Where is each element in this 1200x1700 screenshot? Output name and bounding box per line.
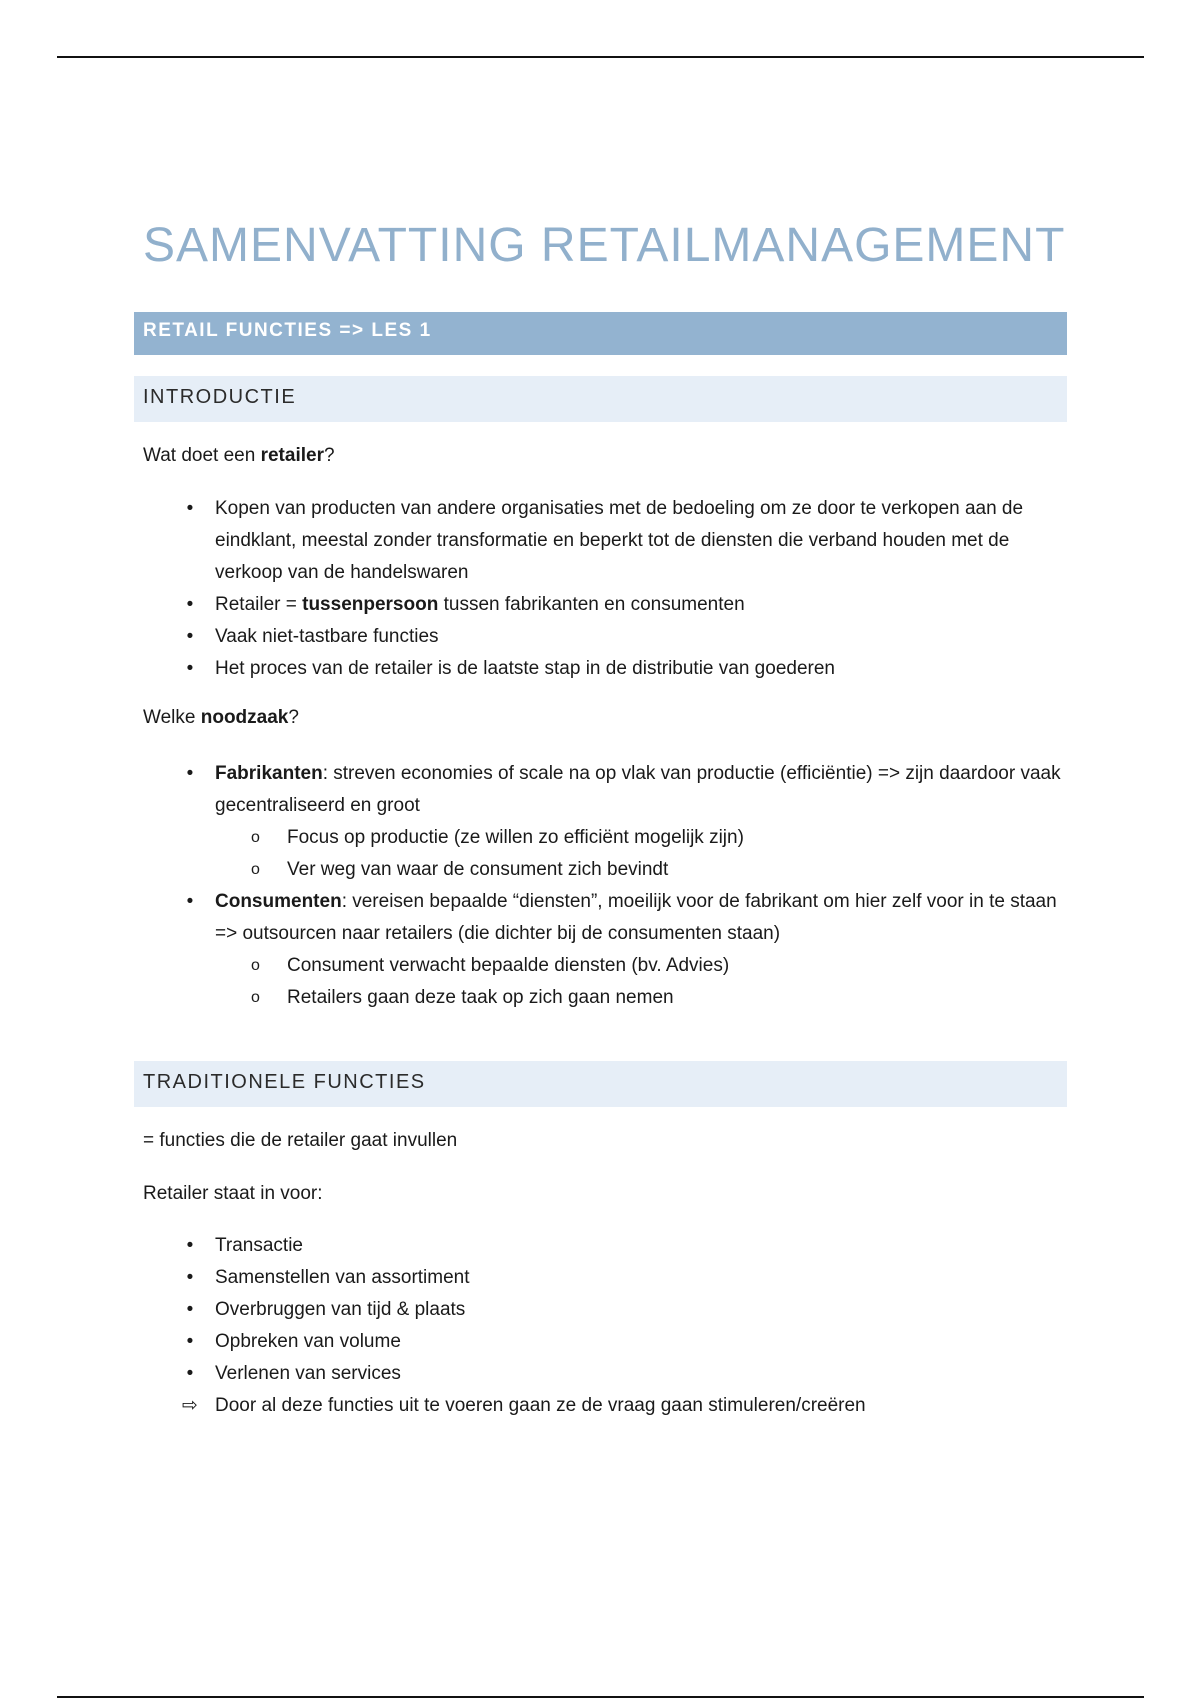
bullet-icon: • [186,763,194,784]
list-item: • Samenstellen van assortiment [215,1262,1065,1294]
question-noodzaak: Welke noodzaak? [143,707,299,728]
sub-list [215,822,1065,886]
bullet-icon: • [186,658,194,679]
bullet-icon: • [186,1235,194,1256]
list-item: • Retailer = tussenpersoon tussen fabrikanten en consumenten [215,589,1065,621]
list-item: • Opbreken van volume [215,1326,1065,1358]
sub-list-item: o Consument verwacht bepaalde diensten (bv. Advies) [287,950,1065,982]
arrow-right-icon: ⇨ [182,1395,198,1416]
heading-retail-functies: RETAIL FUNCTIES => LES 1 [134,312,1067,355]
bullet-icon: • [186,498,194,519]
list-item: • Kopen van producten van andere organisaties met de bedoeling om ze door te verkopen aan de eindklant, meestal zonder transformatie en beperkt tot de diensten die verband houden met de verkoop van de handelswaren [215,493,1065,589]
page-title: SAMENVATTING RETAILMANAGEMENT [143,219,1066,272]
bullet-icon: • [186,1299,194,1320]
bullet-icon: • [186,1331,194,1352]
heading-introductie: INTRODUCTIE [134,376,1067,422]
list-item: • Overbruggen van tijd & plaats [215,1294,1065,1326]
sub-list-item: o Ver weg van waar de consument zich bevindt [287,854,1065,886]
circle-bullet-icon: o [251,957,260,974]
bullet-icon: • [186,1363,194,1384]
list-item: • Het proces van de retailer is de laatste stap in de distributie van goederen [215,653,1065,685]
noodzaak-list [186,758,1065,1014]
heading-traditionele-functies: TRADITIONELE FUNCTIES [134,1061,1067,1107]
definition-text: = functies die de retailer gaat invullen [143,1130,458,1151]
bullet-icon: • [186,594,194,615]
sub-list [215,950,1065,1014]
list-item: • Verlenen van services [215,1358,1065,1390]
header-rule [57,56,1144,58]
bullet-icon: • [186,1267,194,1288]
intro-text: Retailer staat in voor: [143,1183,323,1204]
list-item: • Vaak niet-tastbare functies [215,621,1065,653]
footer-rule [57,1696,1144,1698]
list-item: • Transactie [215,1230,1065,1262]
sub-list-item: o Retailers gaan deze taak op zich gaan nemen [287,982,1065,1014]
conclusion-item: ⇨ Door al deze functies uit te voeren gaan ze de vraag gaan stimuleren/creëren [215,1390,1065,1422]
bullet-icon: • [186,891,194,912]
bullet-icon: • [186,626,194,647]
circle-bullet-icon: o [251,861,260,878]
circle-bullet-icon: o [251,829,260,846]
circle-bullet-icon: o [251,989,260,1006]
list-item: • Fabrikanten: streven economies of scale na op vlak van productie (efficiëntie) => zijn daardoor vaak gecentraliseerd en groot o Focus op productie (ze willen zo efficiënt mogelijk zijn) o Ver weg van waar de consument zich bevindt [215,758,1065,886]
retailer-list [186,493,1065,685]
list-item: • Consumenten: vereisen bepaalde “diensten”, moeilijk voor de fabrikant om hier zelf voor in te staan => outsourcen naar retailers (die dichter bij de consumenten staan) o Consument verwacht bepaalde diensten (bv. Advies) o Retailers gaan deze taak op zich gaan nemen [215,886,1065,1014]
question-retailer: Wat doet een retailer? [143,445,335,466]
sub-list-item: o Focus op productie (ze willen zo efficiënt mogelijk zijn) [287,822,1065,854]
functions-list [182,1230,1065,1422]
